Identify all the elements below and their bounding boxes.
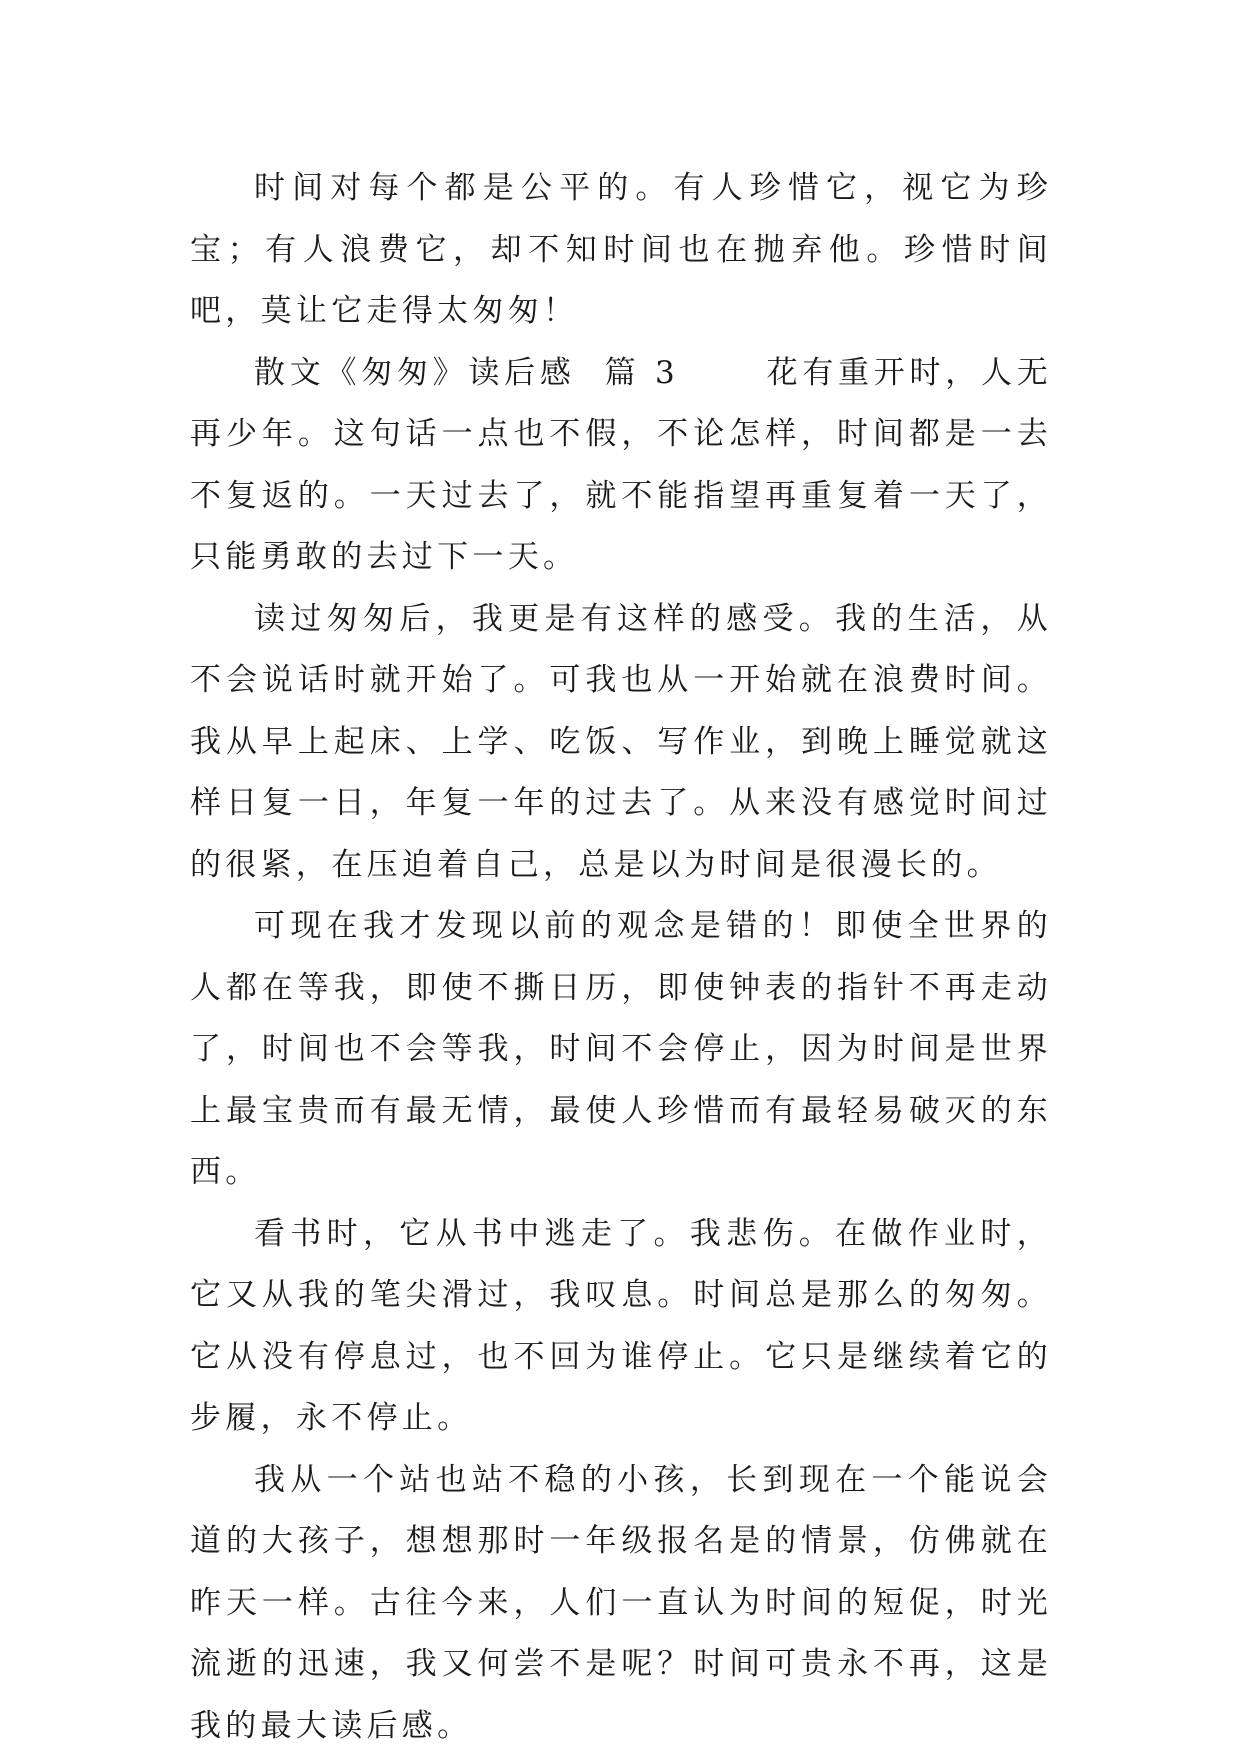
heading-gap: [679, 355, 767, 391]
section-heading: 散文《匆匆》读后感 篇 3: [254, 355, 679, 391]
document-body: [190, 158, 1052, 1757]
paragraph-reading-feelings: 读过匆匆后，我更是有这样的感受。我的生活，从不会说话时就开始了。可我也从一开始就在浪费时间。我从早上起床、上学、吃饭、写作业，到晚上睡觉就这样日复一日，年复一年的过去了。从来没有感觉时间过的很紧，在压迫着自己，总是以为时间是很漫长的。: [190, 589, 1052, 897]
paragraph-time-fairness: 时间对每个都是公平的。有人珍惜它，视它为珍宝；有人浪费它，却不知时间也在抛弃他。珍惜时间吧，莫让它走得太匆匆！: [190, 158, 1052, 343]
paragraph-growing-up: 我从一个站也站不稳的小孩，长到现在一个能说会道的大孩子，想想那时一年级报名是的情景，仿佛就在昨天一样。古往今来，人们一直认为时间的短促，时光流逝的迅速，我又何尝不是呢？时间可贵永不再，这是我的最大读后感。: [190, 1450, 1052, 1757]
paragraph-realization: 可现在我才发现以前的观念是错的！即使全世界的人都在等我，即使不撕日历，即使钟表的指针不再走动了，时间也不会等我，时间不会停止，因为时间是世界上最宝贵而有最无情，最使人珍惜而有最轻易破灭的东西。: [190, 896, 1052, 1204]
section-body: 花有重开时，人无再少年。这句话一点也不假，不论怎样，时间都是一去不复返的。一天过去了，就不能指望再重复着一天了，只能勇敢的去过下一天。: [190, 355, 1052, 576]
section-paragraph: [190, 343, 1052, 589]
paragraph-time-escapes: 看书时，它从书中逃走了。我悲伤。在做作业时，它又从我的笔尖滑过，我叹息。时间总是那么的匆匆。它从没有停息过，也不回为谁停止。它只是继续着它的步履，永不停止。: [190, 1204, 1052, 1450]
